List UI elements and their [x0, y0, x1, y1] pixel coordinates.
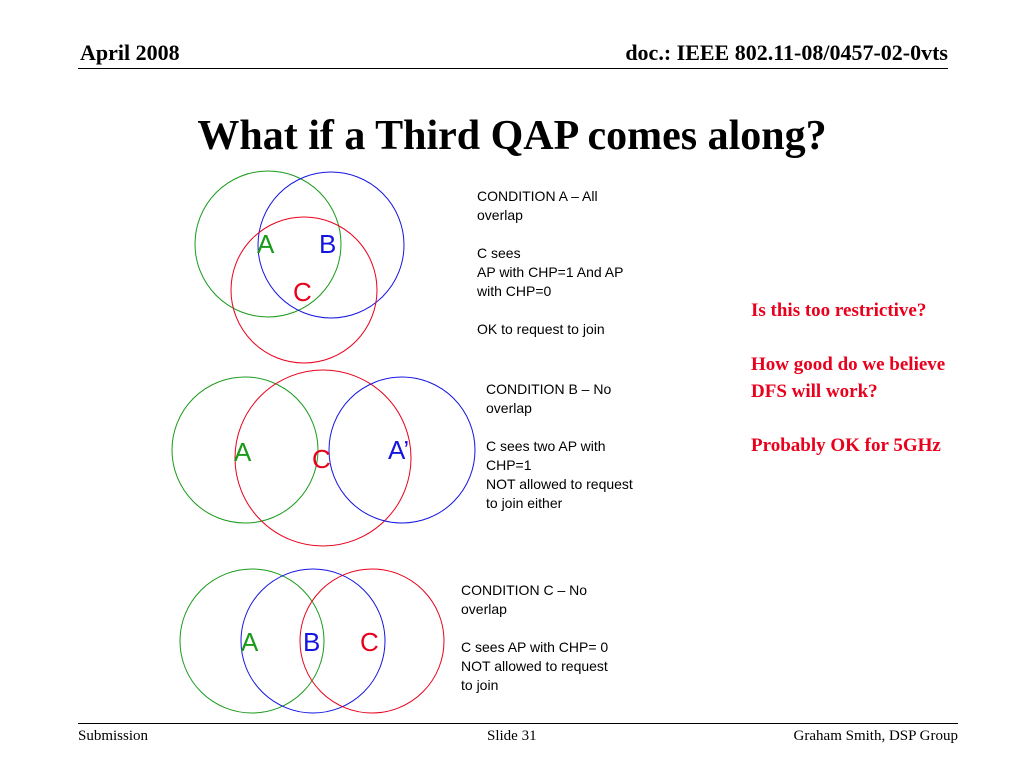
label-c: C [312, 444, 331, 474]
label-c: C [293, 277, 312, 307]
footer-slide-number: Slide 31 [487, 728, 537, 744]
diagram-condition-a [195, 171, 404, 363]
label-a: A [234, 437, 252, 467]
condition-b-text: CONDITION B – No overlap C sees two AP with CHP=1 NOT allowed to request to join either [486, 381, 633, 511]
label-c: C [360, 627, 379, 657]
remarks-text: Is this too restrictive? How good do we believe DFS will work? Probably OK for 5GHz [751, 300, 946, 456]
label-b: B [319, 229, 337, 259]
label-a-prime: A’ [388, 435, 410, 465]
header-doc-id: doc.: IEEE 802.11-08/0457-02-0vts [625, 40, 948, 65]
diagram-condition-b [172, 370, 475, 546]
footer-submission: Submission [78, 728, 149, 744]
footer-author: Graham Smith, DSP Group [793, 728, 958, 744]
footer-rule [78, 723, 958, 724]
label-b: B [303, 627, 321, 657]
diagram-condition-c [180, 569, 444, 713]
condition-c-text: CONDITION C – No overlap C sees AP with CHP= 0 NOT allowed to request to join [461, 582, 609, 693]
header-date: April 2008 [80, 40, 180, 65]
slide-title: What if a Third QAP comes along? [197, 113, 827, 159]
label-a: A [241, 627, 259, 657]
condition-a-text: CONDITION A – All overlap C sees AP with CHP=1 And AP with CHP=0 OK to request to join [477, 188, 624, 337]
label-a: A [257, 229, 275, 259]
